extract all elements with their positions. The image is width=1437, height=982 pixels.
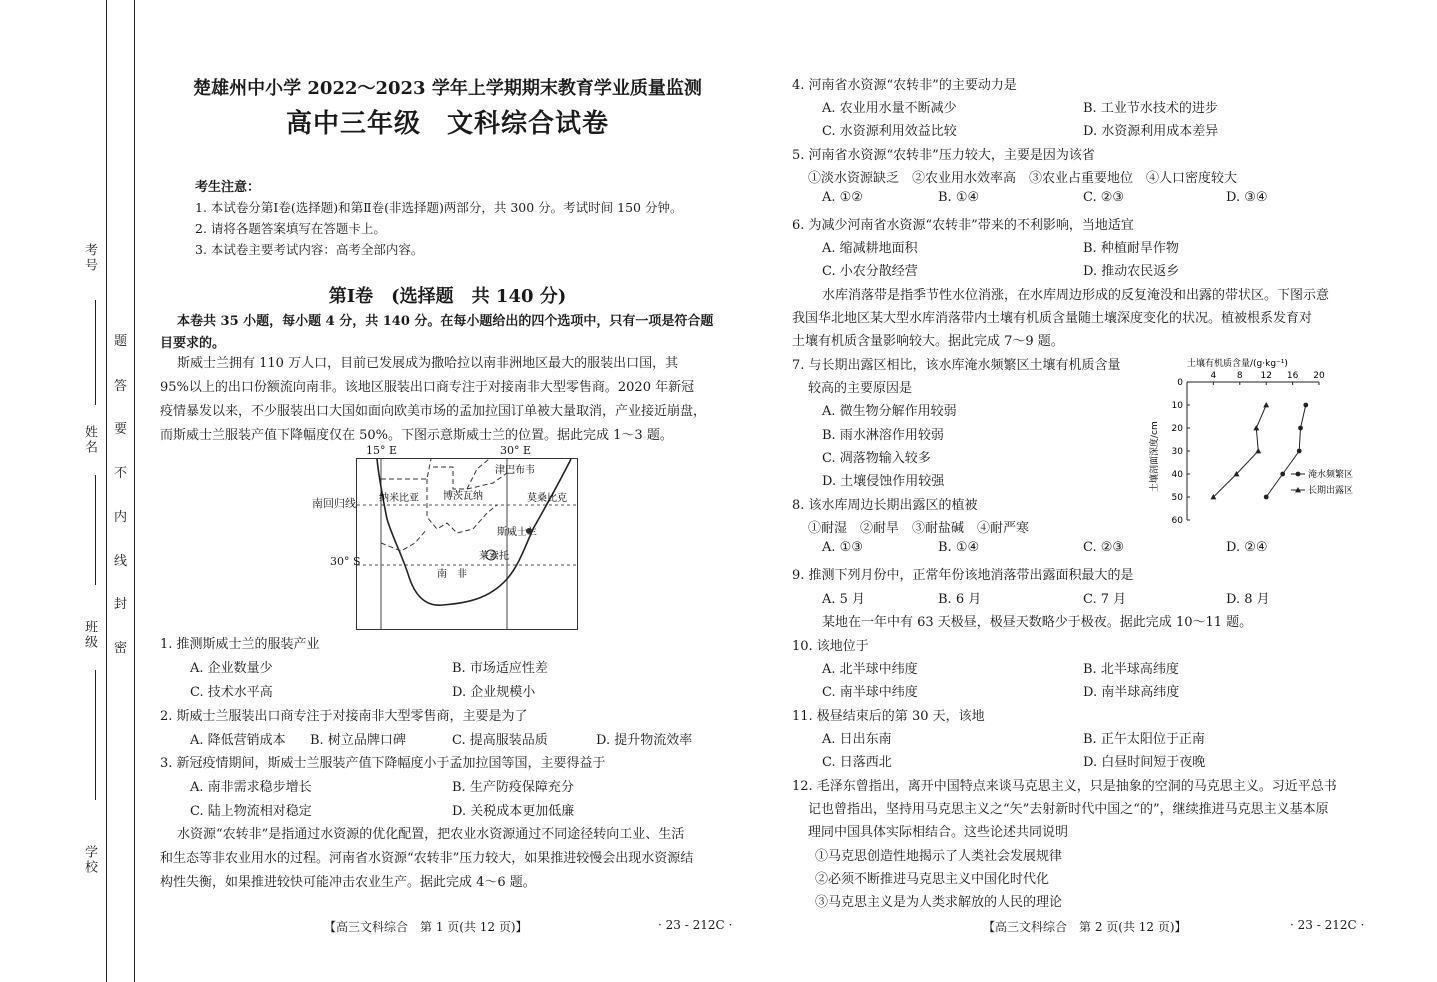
map-label-botswana: 博茨瓦纳 (443, 491, 483, 502)
q4-option-c[interactable]: C. 水资源利用效益比较 (822, 124, 957, 139)
map-label-tropic: 南回归线 (312, 497, 356, 510)
binding-inner-line (134, 0, 135, 982)
q11-option-a[interactable]: A. 日出东南 (822, 732, 892, 747)
y-tick-label: 20 (1171, 424, 1183, 434)
q1-option-b[interactable]: B. 市场适应性差 (452, 661, 548, 676)
q3-option-c[interactable]: C. 陆上物流相对稳定 (190, 804, 312, 819)
q12-statement: ②必须不断推进马克思主义中国化时代化 (815, 872, 1050, 887)
chart-axes (1172, 371, 1325, 526)
coastline (377, 459, 571, 605)
question-5-stem: 5. 河南省水资源“农转非”压力较大，主要是因为该省 (792, 148, 1095, 163)
map-label-30s: 30° S (330, 555, 361, 568)
y-tick-label: 0 (1177, 378, 1183, 388)
notice-heading: 考生注意： (195, 180, 261, 195)
seal-char: 题 (114, 334, 128, 349)
data-point (1280, 472, 1285, 477)
q5-option-c[interactable]: C. ②③ (1083, 190, 1125, 205)
question-2-stem: 2. 斯威士兰服装出口商专注于对接南非大型零售商，主要是为了 (160, 709, 528, 724)
data-point (1263, 402, 1269, 407)
q4-option-a[interactable]: A. 农业用水量不断减少 (822, 101, 957, 116)
map-label-lesotho: 莱索托 (479, 551, 509, 562)
q6-option-d[interactable]: D. 推动农民返乡 (1083, 264, 1180, 279)
seal-char: 内 (114, 510, 128, 525)
chart-legend (1291, 468, 1353, 496)
x-tick-label: 8 (1236, 371, 1243, 381)
q4-option-b[interactable]: B. 工业节水技术的进步 (1083, 101, 1218, 116)
seal-char: 线 (114, 554, 128, 569)
q1-option-d[interactable]: D. 企业规模小 (452, 685, 536, 700)
question-7-stem: 7. 与长期出露区相比，该水库淹水频繁区土壤有机质含量 (792, 358, 1121, 373)
q8-option-d[interactable]: D. ②④ (1226, 540, 1268, 555)
q8-option-c[interactable]: C. ②③ (1083, 540, 1125, 555)
data-point (1297, 449, 1302, 454)
q9-option-a[interactable]: A. 5 月 (822, 592, 866, 607)
passage-line: 水资源“农转非”是指通过水资源的优化配置，把农业水资源通过不同途径转向工业、生活 (177, 827, 685, 842)
passage-line: 我国华北地区某大型水库消落带内土壤有机质含量随土壤深度变化的状况。植被根系发育对 (792, 311, 1313, 326)
question-1-stem: 1. 推测斯威士兰的服装产业 (160, 637, 320, 652)
q1-option-a[interactable]: A. 企业数量少 (190, 661, 273, 676)
q6-option-c[interactable]: C. 小农分散经营 (822, 264, 918, 279)
y-tick-label: 60 (1171, 516, 1183, 526)
data-point (1298, 426, 1303, 431)
page-footer-left: 【高三文科综合 第 1 页(共 12 页)】 (324, 920, 528, 934)
q10-option-d[interactable]: D. 南半球高纬度 (1083, 685, 1180, 700)
name-field[interactable] (95, 475, 96, 585)
exam-title: 楚雄州中小学 2022～2023 学年上学期期末教育学业质量监测 (193, 78, 702, 99)
class-label: 班级 (82, 620, 97, 650)
q5-option-d[interactable]: D. ③④ (1226, 190, 1268, 205)
passage-line: 疫情暴发以来，不少服装出口大国如面向欧美市场的孟加拉国订单被大量取消，产业接近崩盘， (160, 404, 707, 419)
question-4-stem: 4. 河南省水资源“农转非”的主要动力是 (792, 78, 1017, 93)
question-12-stem-cont: 理同中国具体实际相结合。这些论述共同说明 (808, 825, 1069, 840)
map-label-south-africa: 南 非 (437, 569, 467, 580)
soil-organic-matter-chart (1145, 352, 1354, 532)
y-tick-label: 10 (1171, 401, 1183, 411)
q9-option-c[interactable]: C. 7 月 (1083, 592, 1127, 607)
q9-option-d[interactable]: D. 8 月 (1226, 592, 1270, 607)
passage-line: 构性失衡，如果推进较快可能冲击农业生产。据此完成 4～6 题。 (160, 875, 536, 890)
question-10-stem: 10. 该地位于 (792, 639, 869, 654)
q5-statements: ①淡水资源缺乏 ②农业用水效率高 ③农业占重要地位 ④人口密度较大 (808, 171, 1238, 186)
y-tick-label: 40 (1171, 470, 1183, 480)
data-point (1253, 425, 1259, 430)
q8-statements: ①耐湿 ②耐旱 ③耐盐碱 ④耐严寒 (808, 521, 1030, 536)
name-label: 姓名 (82, 425, 97, 455)
paper-title (160, 103, 735, 140)
q1-option-c[interactable]: C. 技术水平高 (190, 685, 273, 700)
section-title: 第Ⅰ卷 (选择题 共 140 分) (328, 286, 567, 307)
q6-option-b[interactable]: B. 种植耐旱作物 (1083, 241, 1179, 256)
question-8-stem: 8. 该水库周边长期出露区的植被 (792, 498, 978, 513)
q7-option-a[interactable]: A. 微生物分解作用较弱 (822, 404, 957, 419)
legend-label: 淹水频繁区 (1308, 470, 1354, 480)
notice-item: 3. 本试卷主要考试内容：高考全部内容。 (195, 242, 424, 257)
q10-option-b[interactable]: B. 北半球高纬度 (1083, 662, 1179, 677)
q5-option-b[interactable]: B. ①④ (938, 190, 980, 205)
binding-outer-line (106, 0, 107, 982)
x-tick-label: 16 (1286, 371, 1299, 381)
map-label-zimbabwe: 津巴布韦 (495, 465, 535, 476)
section-intro: 本卷共 35 小题，每小题 4 分，共 140 分。在每小题给出的四个选项中，只有一项是符合题 (177, 314, 714, 329)
question-11-stem: 11. 极昼结束后的第 30 天，该地 (792, 709, 985, 724)
x-tick-label: 4 (1210, 371, 1217, 381)
subject-title: 文科综合试卷 (447, 109, 610, 139)
seal-char: 密 (114, 641, 128, 656)
q2-option-d[interactable]: D. 提升物流效率 (596, 733, 693, 748)
passage-line: 土壤有机质含量影响较大。据此完成 7～9 题。 (792, 334, 1064, 349)
page-footer-right: 【高三文科综合 第 2 页(共 12 页)】 (983, 920, 1187, 934)
q10-option-c[interactable]: C. 南半球中纬度 (822, 685, 918, 700)
q11-option-d[interactable]: D. 白昼时间短于夜晚 (1083, 755, 1206, 770)
map-label-15e: 15° E (366, 444, 398, 457)
data-point (1264, 495, 1269, 500)
passage-line: 和生态等非农业用水的过程。河南省水资源“农转非”压力较大，如果推进较慢会出现水资源结 (160, 851, 694, 866)
school-label: 学校 (82, 845, 97, 875)
notice-item: 2. 请将各题答案填写在答题卡上。 (195, 221, 386, 236)
q10-option-a[interactable]: A. 北半球中纬度 (822, 662, 918, 677)
q11-option-c[interactable]: C. 日落西北 (822, 755, 892, 770)
map-drawing (357, 459, 577, 629)
passage-line: 水库消落带是指季节性水位消涨，在水库周边形成的反复淹没和出露的带状区。下图示意 (822, 288, 1330, 303)
seal-char: 答 (114, 379, 128, 394)
q5-option-a[interactable]: A. ①② (822, 190, 863, 205)
page-code-right: · 23 - 212C · (1290, 918, 1365, 932)
chart-series (1210, 402, 1308, 499)
exam-no-field[interactable] (95, 300, 96, 405)
q2-option-b[interactable]: B. 树立品牌口碑 (310, 733, 406, 748)
grade-title: 高中三年级 (285, 109, 421, 139)
q7-option-c[interactable]: C. 凋落物输入较多 (822, 451, 931, 466)
question-12-stem-cont: 记也曾指出，坚持用马克思主义之“矢”去射新时代中国之“的”，继续推进马克思主义基本原 (808, 802, 1329, 817)
y-tick-label: 50 (1171, 493, 1183, 503)
map-label-mozambique: 莫桑比克 (527, 493, 567, 504)
section-intro: 目要求的。 (160, 336, 226, 351)
class-field[interactable] (95, 670, 96, 800)
y-tick-label: 30 (1171, 447, 1183, 457)
x-tick-label: 12 (1260, 371, 1272, 381)
q3-option-a[interactable]: A. 南非需求稳步增长 (190, 780, 312, 795)
question-9-stem: 9. 推测下列月份中，正常年份该地消落带出露面积最大的是 (792, 568, 1134, 583)
passage-line: 而斯威士兰服装产值下降幅度仅在 50%。下图示意斯威士兰的位置。据此完成 1～3 题。 (160, 428, 673, 443)
passage-line: 95%以上的出口份额流向南非。该地区服装出口商专注于对接南非大型零售商。2020 年新冠 (160, 380, 695, 395)
seal-char: 要 (114, 422, 128, 437)
eswatini-location-map (356, 458, 578, 630)
q7-option-d[interactable]: D. 土壤侵蚀作用较强 (822, 474, 945, 489)
q9-option-b[interactable]: B. 6 月 (938, 592, 982, 607)
q4-option-d[interactable]: D. 水资源利用成本差异 (1083, 124, 1219, 139)
seal-char: 封 (114, 597, 128, 612)
q3-option-b[interactable]: B. 生产防疫保障充分 (452, 780, 574, 795)
page-code-left: · 23 - 212C · (658, 918, 733, 932)
legend-label: 长期出露区 (1308, 486, 1354, 496)
map-label-namibia: 纳米比亚 (379, 493, 419, 504)
map-label-30e: 30° E (500, 444, 532, 457)
map-label-eswatini: 斯威士兰 (497, 527, 537, 538)
q7-option-b[interactable]: B. 雨水淋溶作用较弱 (822, 428, 944, 443)
data-point (1255, 448, 1261, 453)
q2-option-a[interactable]: A. 降低营销成本 (190, 733, 286, 748)
notice-item: 1. 本试卷分第Ⅰ卷(选择题)和第Ⅱ卷(非选择题)两部分，共 300 分。考试时间 150 分钟。 (195, 200, 683, 215)
q8-option-b[interactable]: B. ①④ (938, 540, 980, 555)
data-point (1303, 403, 1308, 408)
legend-marker (1296, 472, 1301, 477)
question-7-stem-cont: 较高的主要原因是 (808, 381, 913, 396)
passage-line: 某地在一年中有 63 天极昼，极昼天数略少于极夜。据此完成 10～11 题。 (822, 615, 1253, 630)
q12-statement: ③马克思主义是为人类求解放的人民的理论 (815, 895, 1063, 910)
exam-no-label: 考号 (82, 243, 97, 273)
question-6-stem: 6. 为减少河南省水资源“农转非”带来的不利影响，当地适宜 (792, 218, 1134, 233)
q2-option-c[interactable]: C. 提高服装品质 (452, 733, 548, 748)
seal-char: 不 (114, 466, 128, 481)
question-12-stem: 12. 毛泽东曾指出，离开中国特点来谈马克思主义，只是抽象的空洞的马克思主义。习近平总书 (792, 779, 1337, 794)
q11-option-b[interactable]: B. 正午太阳位于正南 (1083, 732, 1205, 747)
chart-title: 土壤有机质含量/(g·kg⁻¹) (1187, 359, 1288, 369)
q6-option-a[interactable]: A. 缩减耕地面积 (822, 241, 918, 256)
x-tick-label: 20 (1313, 371, 1325, 381)
q8-option-a[interactable]: A. ①③ (822, 540, 863, 555)
chart-y-axis-label: 土壤剖面深度/cm (1150, 421, 1160, 492)
passage-line: 斯威士兰拥有 110 万人口，目前已发展成为撒哈拉以南非洲地区最大的服装出口国，其 (177, 356, 679, 371)
question-3-stem: 3. 新冠疫情期间，斯威士兰服装产值下降幅度小于孟加拉国等国，主要得益于 (160, 756, 606, 771)
q3-option-d[interactable]: D. 关税成本更加低廉 (452, 804, 575, 819)
q12-statement: ①马克思创造性地揭示了人类社会发展规律 (815, 849, 1063, 864)
